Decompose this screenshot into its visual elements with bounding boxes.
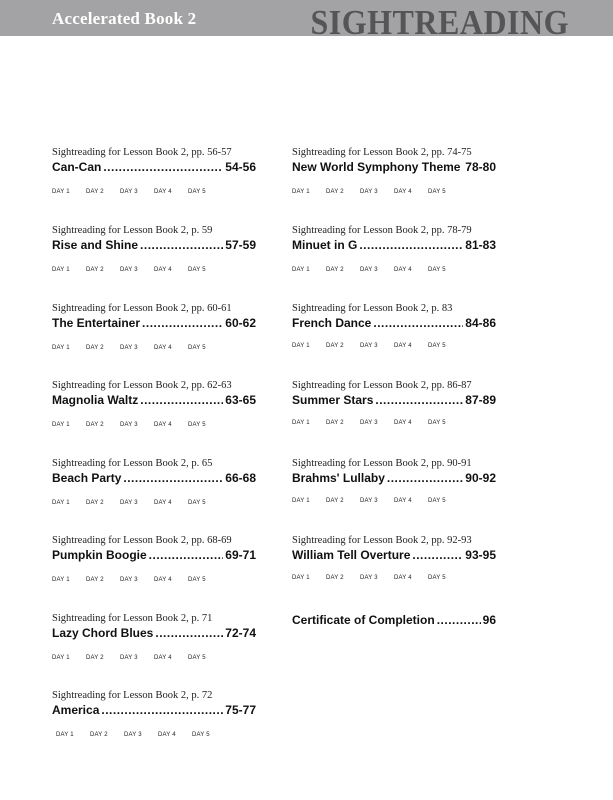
day-label: DAY 1 — [292, 498, 310, 504]
day-label: DAY 3 — [360, 343, 378, 349]
day-label: DAY 1 — [292, 267, 310, 273]
day-label: DAY 2 — [86, 500, 104, 506]
entry-subtitle: Sightreading for Lesson Book 2, pp. 68-69 — [52, 535, 232, 546]
entry-title: William Tell Overture — [292, 548, 411, 562]
dot-leader — [140, 238, 223, 252]
toc-entry[interactable] — [292, 147, 496, 195]
entry-subtitle: Sightreading for Lesson Book 2, p. 71 — [52, 613, 213, 624]
day-label: DAY 3 — [360, 498, 378, 504]
dot-leader — [101, 703, 223, 717]
day-label: DAY 2 — [326, 267, 344, 273]
day-label: DAY 2 — [86, 189, 104, 195]
day-label: DAY 5 — [188, 189, 206, 195]
entry-title: Pumpkin Boogie — [52, 548, 147, 562]
dot-leader — [412, 548, 463, 562]
entry-pages: 66-68 — [225, 471, 256, 485]
day-label: DAY 3 — [120, 267, 138, 273]
entry-pages: 93-95 — [465, 548, 496, 562]
entry-title-row — [292, 471, 496, 485]
entry-title-row — [292, 238, 496, 252]
entry-title-row — [52, 160, 256, 174]
toc-entry[interactable] — [292, 380, 496, 426]
day-label: DAY 1 — [292, 420, 310, 426]
dot-leader — [359, 238, 463, 252]
section-title: SIGHTREADING — [310, 2, 569, 42]
day-label: DAY 4 — [154, 189, 172, 195]
dot-leader — [140, 393, 223, 407]
day-checklist — [52, 422, 256, 428]
day-label: DAY 2 — [326, 498, 344, 504]
day-label: DAY 2 — [326, 343, 344, 349]
day-checklist — [52, 655, 256, 661]
day-label: DAY 1 — [52, 577, 70, 583]
day-label: DAY 1 — [292, 343, 310, 349]
entry-title: Minuet in G — [292, 238, 358, 252]
day-label: DAY 1 — [52, 267, 70, 273]
dot-leader — [103, 160, 223, 174]
entry-pages: 75-77 — [225, 703, 256, 717]
entry-title: America — [52, 703, 100, 717]
book-title: Accelerated Book 2 — [52, 9, 197, 28]
entry-pages: 90-92 — [465, 471, 496, 485]
entry-title: Beach Party — [52, 471, 122, 485]
day-label: DAY 4 — [158, 732, 176, 738]
day-label: DAY 1 — [52, 500, 70, 506]
toc-entry[interactable] — [52, 303, 256, 351]
day-label: DAY 1 — [52, 189, 70, 195]
entry-pages: 63-65 — [225, 393, 256, 407]
day-label: DAY 1 — [52, 345, 70, 351]
day-label: DAY 1 — [52, 655, 70, 661]
day-label: DAY 3 — [360, 420, 378, 426]
entry-pages: 57-59 — [225, 238, 256, 252]
entry-title: Summer Stars — [292, 393, 374, 407]
day-label: DAY 5 — [188, 577, 206, 583]
day-label: DAY 2 — [90, 732, 108, 738]
day-label: DAY 5 — [192, 732, 210, 738]
day-label: DAY 3 — [360, 267, 378, 273]
entry-title-row — [52, 471, 256, 485]
toc-entry[interactable] — [292, 458, 496, 504]
toc-entry[interactable] — [52, 535, 256, 583]
entry-subtitle: Sightreading for Lesson Book 2, pp. 62-63 — [52, 380, 232, 391]
certificate-entry[interactable] — [292, 612, 496, 627]
dot-leader — [149, 548, 224, 562]
day-label: DAY 4 — [394, 343, 412, 349]
day-label: DAY 4 — [154, 267, 172, 273]
dot-leader — [142, 316, 223, 330]
day-label: DAY 3 — [124, 732, 142, 738]
entry-title-row — [292, 548, 496, 562]
dot-leader — [155, 626, 223, 640]
dot-leader — [462, 160, 463, 174]
entry-title-row — [52, 548, 256, 562]
day-label: DAY 3 — [120, 422, 138, 428]
day-checklist — [52, 345, 256, 351]
entry-pages: 69-71 — [225, 548, 256, 562]
day-label: DAY 5 — [188, 267, 206, 273]
toc-entry[interactable] — [52, 690, 256, 738]
day-checklist — [292, 575, 496, 581]
day-checklist — [292, 267, 496, 273]
entry-pages: 78-80 — [465, 160, 496, 174]
day-label: DAY 2 — [86, 655, 104, 661]
day-label: DAY 3 — [120, 655, 138, 661]
entry-subtitle: Sightreading for Lesson Book 2, pp. 56-57 — [52, 147, 232, 158]
day-label: DAY 2 — [326, 575, 344, 581]
entry-subtitle: Sightreading for Lesson Book 2, pp. 74-75 — [292, 147, 472, 158]
entry-subtitle: Sightreading for Lesson Book 2, pp. 86-87 — [292, 380, 472, 391]
entry-title: Brahms' Lullaby — [292, 471, 385, 485]
entry-subtitle: Sightreading for Lesson Book 2, p. 83 — [292, 303, 453, 314]
day-label: DAY 2 — [86, 422, 104, 428]
day-label: DAY 1 — [56, 732, 74, 738]
page-header — [0, 0, 613, 42]
day-label: DAY 5 — [188, 422, 206, 428]
day-label: DAY 4 — [394, 575, 412, 581]
entry-title: Magnolia Waltz — [52, 393, 139, 407]
entry-pages: 72-74 — [225, 626, 256, 640]
day-label: DAY 3 — [120, 500, 138, 506]
toc-entry[interactable] — [52, 147, 256, 195]
entry-title-row — [52, 703, 256, 717]
day-label: DAY 4 — [394, 267, 412, 273]
day-label: DAY 3 — [120, 189, 138, 195]
day-checklist — [56, 732, 256, 738]
entry-subtitle: Sightreading for Lesson Book 2, pp. 78-79 — [292, 225, 472, 236]
entry-title: The Entertainer — [52, 316, 141, 330]
entry-title-row — [52, 393, 256, 407]
day-label: DAY 3 — [360, 189, 378, 195]
day-label: DAY 3 — [360, 575, 378, 581]
day-label: DAY 2 — [86, 267, 104, 273]
entry-title-row — [292, 613, 496, 627]
day-checklist — [52, 267, 256, 273]
day-checklist — [52, 500, 256, 506]
entry-title-row — [52, 238, 256, 252]
day-label: DAY 3 — [120, 577, 138, 583]
day-label: DAY 5 — [188, 345, 206, 351]
day-checklist — [52, 577, 256, 583]
day-checklist — [292, 498, 496, 504]
day-checklist — [292, 343, 496, 349]
entry-title: French Dance — [292, 316, 372, 330]
entry-pages: 87-89 — [465, 393, 496, 407]
entry-title: Lazy Chord Blues — [52, 626, 154, 640]
day-label: DAY 4 — [154, 345, 172, 351]
toc-entry[interactable] — [292, 303, 496, 349]
certificate-pages: 96 — [482, 613, 496, 627]
day-checklist — [52, 189, 256, 195]
entry-pages: 84-86 — [465, 316, 496, 330]
day-label: DAY 4 — [394, 498, 412, 504]
dot-leader — [437, 613, 481, 627]
entry-subtitle: Sightreading for Lesson Book 2, p. 72 — [52, 690, 213, 701]
entry-pages: 54-56 — [225, 160, 256, 174]
entry-title: Can-Can — [52, 160, 102, 174]
toc-entry[interactable] — [52, 225, 256, 273]
dot-leader — [373, 316, 463, 330]
entry-title: New World Symphony Theme — [292, 160, 461, 174]
entry-title-row — [52, 626, 256, 640]
dot-leader — [387, 471, 463, 485]
day-label: DAY 1 — [52, 422, 70, 428]
day-label: DAY 5 — [428, 575, 446, 581]
day-label: DAY 5 — [428, 189, 446, 195]
entry-title-row — [292, 393, 496, 407]
day-checklist — [292, 189, 496, 195]
toc-entry[interactable] — [52, 458, 256, 506]
day-checklist — [292, 420, 496, 426]
entry-subtitle: Sightreading for Lesson Book 2, pp. 92-93 — [292, 535, 472, 546]
entry-pages: 60-62 — [225, 316, 256, 330]
toc-entry[interactable] — [292, 225, 496, 273]
day-label: DAY 5 — [428, 420, 446, 426]
day-label: DAY 5 — [428, 267, 446, 273]
day-label: DAY 4 — [394, 420, 412, 426]
entry-subtitle: Sightreading for Lesson Book 2, p. 65 — [52, 458, 213, 469]
day-label: DAY 4 — [154, 500, 172, 506]
day-label: DAY 5 — [188, 655, 206, 661]
entry-subtitle: Sightreading for Lesson Book 2, p. 59 — [52, 225, 213, 236]
entry-title-row — [292, 316, 496, 330]
day-label: DAY 5 — [428, 343, 446, 349]
entry-title-row — [292, 160, 496, 174]
entry-pages: 81-83 — [465, 238, 496, 252]
day-label: DAY 2 — [326, 420, 344, 426]
day-label: DAY 5 — [188, 500, 206, 506]
day-label: DAY 2 — [86, 345, 104, 351]
dot-leader — [123, 471, 223, 485]
entry-title: Rise and Shine — [52, 238, 139, 252]
day-label: DAY 1 — [292, 575, 310, 581]
entry-title-row — [52, 316, 256, 330]
day-label: DAY 4 — [154, 422, 172, 428]
day-label: DAY 4 — [394, 189, 412, 195]
dot-leader — [375, 393, 463, 407]
day-label: DAY 5 — [428, 498, 446, 504]
day-label: DAY 2 — [326, 189, 344, 195]
entry-subtitle: Sightreading for Lesson Book 2, pp. 90-91 — [292, 458, 472, 469]
day-label: DAY 4 — [154, 655, 172, 661]
certificate-title: Certificate of Completion — [292, 613, 435, 627]
toc-entry[interactable] — [52, 613, 256, 661]
day-label: DAY 4 — [154, 577, 172, 583]
day-label: DAY 3 — [120, 345, 138, 351]
day-label: DAY 1 — [292, 189, 310, 195]
entry-subtitle: Sightreading for Lesson Book 2, pp. 60-61 — [52, 303, 232, 314]
day-label: DAY 2 — [86, 577, 104, 583]
toc-entry[interactable] — [292, 535, 496, 581]
toc-entry[interactable] — [52, 380, 256, 428]
